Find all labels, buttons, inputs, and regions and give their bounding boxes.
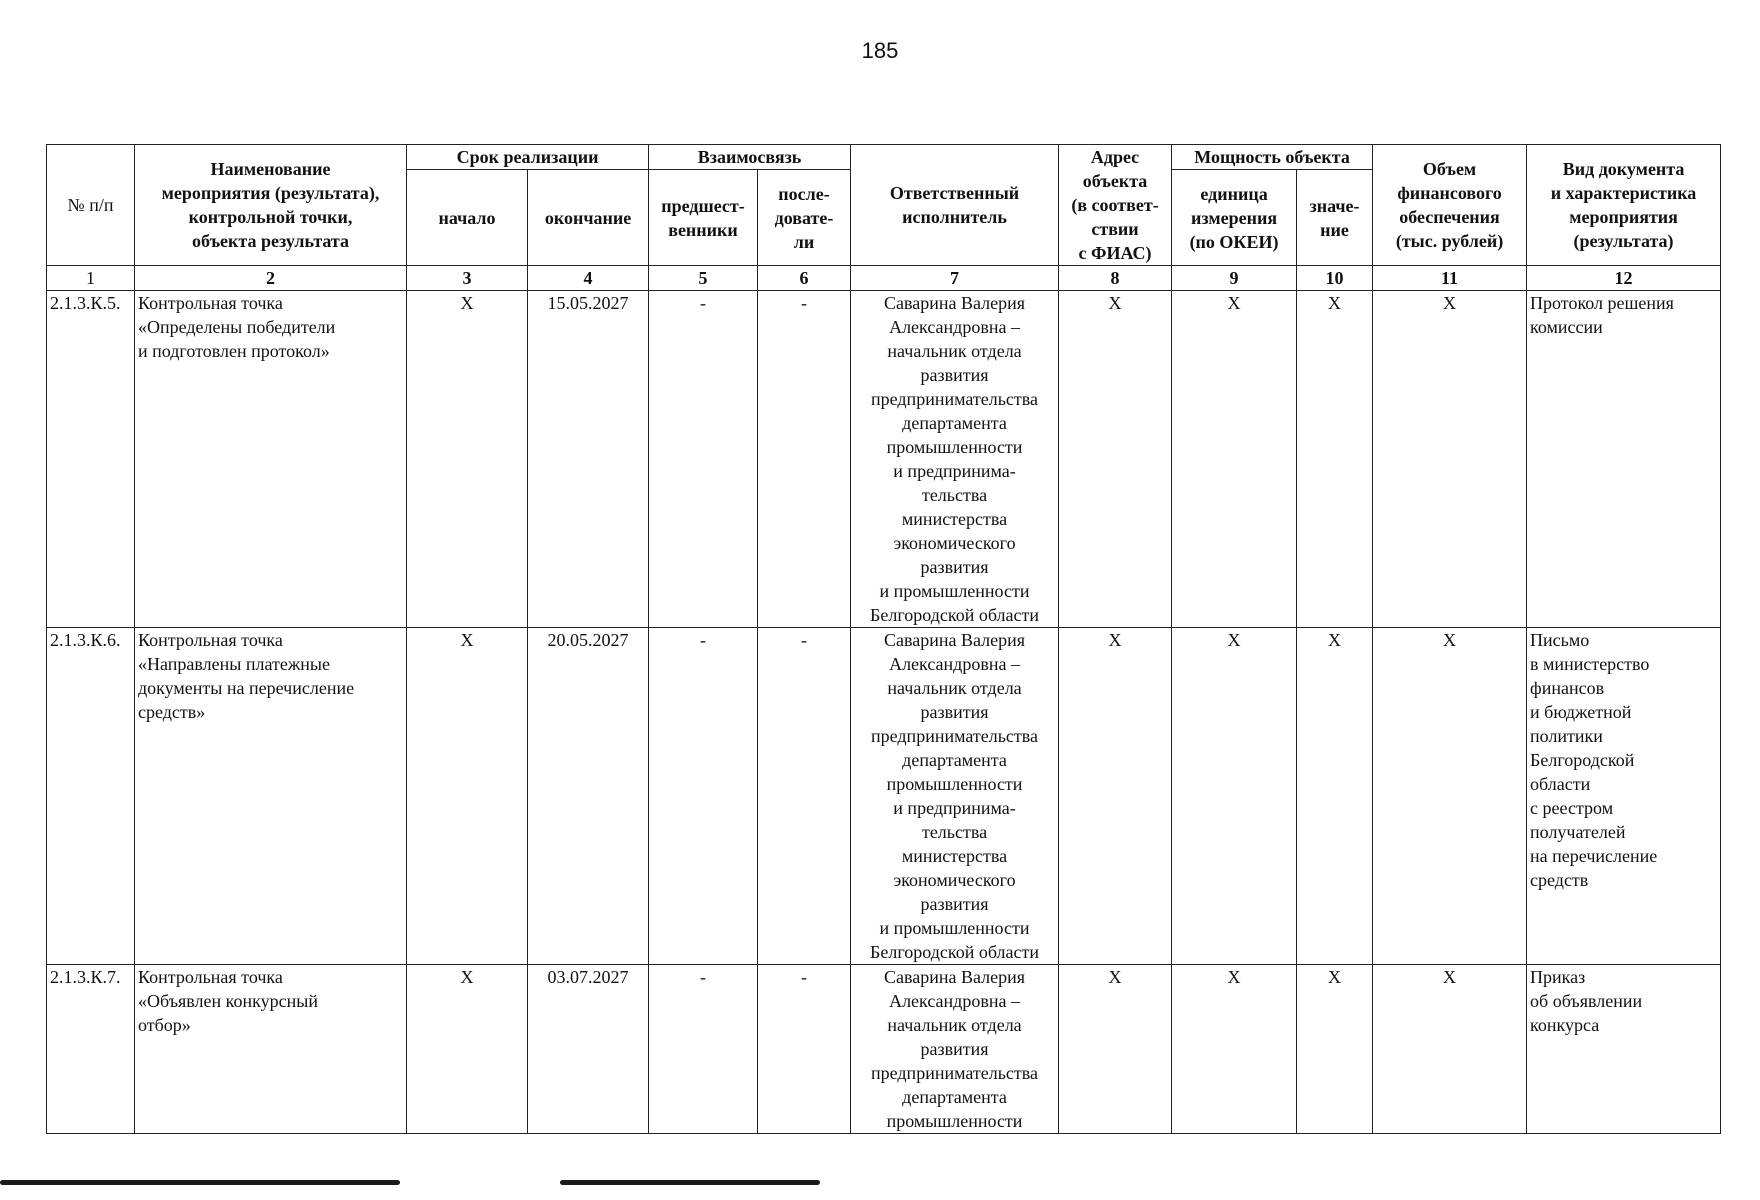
column-number: 7 [851,266,1059,291]
header-address: Адрес объекта (в соответ- ствии с ФИАС) [1059,145,1172,266]
row-next: - [758,291,851,628]
row-end: 20.05.2027 [528,628,649,965]
row-start: X [407,628,528,965]
row-responsible: Саварина Валерия Александровна – начальник отдела развития предпринимательства департамента промышленности [851,965,1059,1134]
header-capacity-value: значе- ние [1297,170,1373,266]
header-row-top [47,145,1721,170]
row-responsible: Саварина Валерия Александровна – начальник отдела развития предпринимательства департамента промышленности и предпринима- тельства министерства экономического развития и промышленности Белгородской области [851,291,1059,628]
row-value: X [1297,628,1373,965]
column-number: 2 [135,266,407,291]
header-link-next: после- довате- ли [758,170,851,266]
column-number: 6 [758,266,851,291]
row-prev: - [649,291,758,628]
header-name: Наименование мероприятия (результата), контрольной точки, объекта результата [135,145,407,266]
row-finance: X [1373,965,1527,1134]
row-unit: X [1172,291,1297,628]
row-code: 2.1.3.К.5. [47,291,135,628]
row-responsible: Саварина Валерия Александровна – начальник отдела развития предпринимательства департамента промышленности и предпринима- тельства министерства экономического развития и промышленности Белгородской области [851,628,1059,965]
header-link: Взаимосвязь [649,145,851,170]
row-unit: X [1172,965,1297,1134]
row-name: Контрольная точка «Объявлен конкурсный отбор» [135,965,407,1134]
row-doc: Письмо в министерство финансов и бюджетной политики Белгородской области с реестром получателей на перечисление средств [1527,628,1721,965]
header-period-start: начало [407,170,528,266]
row-name: Контрольная точка «Определены победители и подготовлен протокол» [135,291,407,628]
column-number: 5 [649,266,758,291]
column-number: 11 [1373,266,1527,291]
row-address: X [1059,628,1172,965]
row-value: X [1297,965,1373,1134]
scan-edge-mark [0,1180,400,1185]
column-number: 3 [407,266,528,291]
column-number-row [47,266,1721,291]
row-address: X [1059,291,1172,628]
header-period: Срок реализации [407,145,649,170]
row-doc: Протокол решения комиссии [1527,291,1721,628]
row-unit: X [1172,628,1297,965]
table-row [47,965,1721,1134]
page-number: 185 [861,38,899,63]
row-value: X [1297,291,1373,628]
row-next: - [758,628,851,965]
header-num: № п/п [47,145,135,266]
row-address: X [1059,965,1172,1134]
table-row [47,628,1721,965]
scan-edge-mark [560,1180,820,1185]
row-prev: - [649,965,758,1134]
row-next: - [758,965,851,1134]
row-start: X [407,291,528,628]
header-doc-type: Вид документа и характеристика мероприятия (результата) [1527,145,1721,266]
column-number: 9 [1172,266,1297,291]
header-responsible: Ответственный исполнитель [851,145,1059,266]
row-start: X [407,965,528,1134]
header-link-prev: предшест- венники [649,170,758,266]
row-code: 2.1.3.К.7. [47,965,135,1134]
column-number: 8 [1059,266,1172,291]
header-period-end: окончание [528,170,649,266]
column-number: 1 [47,266,135,291]
row-end: 03.07.2027 [528,965,649,1134]
table-row [47,291,1721,628]
row-finance: X [1373,291,1527,628]
column-number: 4 [528,266,649,291]
row-code: 2.1.3.К.6. [47,628,135,965]
activities-table [46,144,1721,1134]
row-end: 15.05.2027 [528,291,649,628]
header-capacity-unit: единица измерения (по ОКЕИ) [1172,170,1297,266]
row-doc: Приказ об объявлении конкурса [1527,965,1721,1134]
row-finance: X [1373,628,1527,965]
row-name: Контрольная точка «Направлены платежные документы на перечисление средств» [135,628,407,965]
header-finance: Объем финансового обеспечения (тыс. рублей) [1373,145,1527,266]
column-number: 10 [1297,266,1373,291]
column-number: 12 [1527,266,1721,291]
row-prev: - [649,628,758,965]
header-capacity: Мощность объекта [1172,145,1373,170]
